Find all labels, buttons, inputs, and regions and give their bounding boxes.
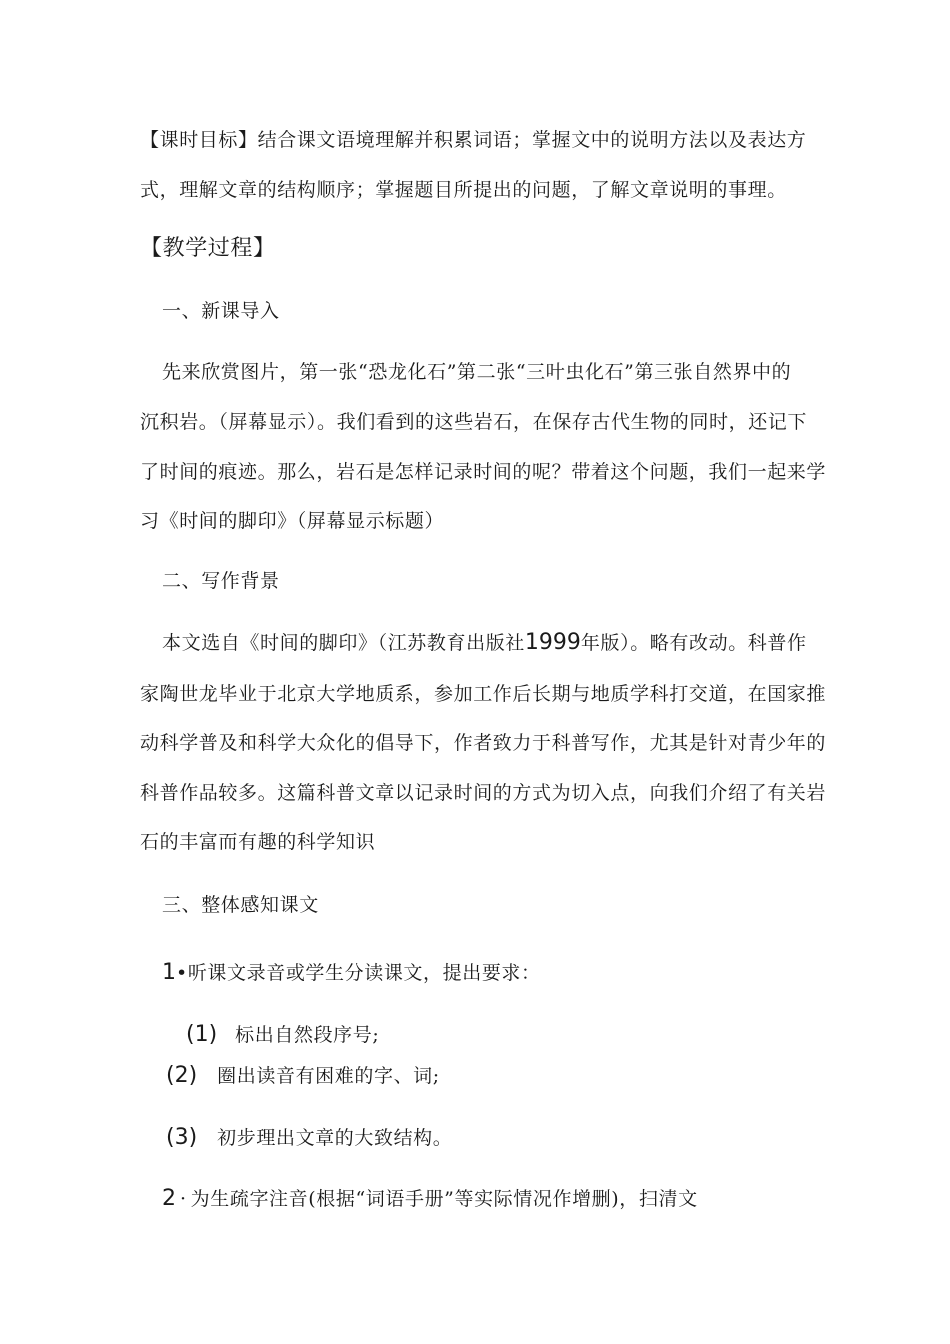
section-2-line-4: 科普作品较多。这篇科普文章以记录时间的方式为切入点，向我们介绍了有关岩	[140, 782, 827, 804]
requirement-2-text: 圈出读音有困难的字、词;	[217, 1065, 440, 1087]
requirement-2-number: (2)	[166, 1063, 198, 1088]
requirement-3	[166, 1125, 452, 1151]
step-2-text: 为生疏字注音(根据“词语手册”等实际情况作增删)，扫清文	[190, 1188, 698, 1210]
section-2-line-1-end: 年版）。略有改动。科普作	[580, 632, 807, 654]
requirement-2	[166, 1063, 440, 1089]
lesson-goal-line-1: 【课时目标】结合课文语境理解并积累词语；掌握文中的说明方法以及表达方	[140, 129, 807, 151]
section-1-line-1: 先来欣赏图片，第一张“恐龙化石”第二张“三叶虫化石”第三张自然界中的	[162, 361, 792, 383]
lesson-goal-line-2: 式，理解文章的结构顺序；掌握题目所提出的问题，了解文章说明的事理。	[140, 179, 787, 201]
requirement-3-number: (3)	[166, 1125, 198, 1150]
section-1-heading: 一、新课导入	[162, 300, 280, 322]
step-2	[162, 1186, 698, 1212]
requirement-1	[186, 1022, 379, 1048]
section-1-line-2: 沉积岩。（屏幕显示）。我们看到的这些岩石，在保存古代生物的同时，还记下	[140, 411, 808, 433]
requirement-1-text: 标出自然段序号;	[235, 1024, 380, 1046]
step-2-number: 2	[162, 1186, 176, 1211]
section-2-heading: 二、写作背景	[162, 570, 280, 592]
section-2-line-1	[162, 630, 807, 656]
publication-year: 1999	[524, 630, 581, 655]
section-1-line-4: 习《时间的脚印》（屏幕显示标题）	[140, 510, 445, 532]
section-2-line-1-start: 本文选自《时间的脚印》（江苏教育出版社	[162, 632, 525, 654]
section-1-line-3: 了时间的痕迹。那么，岩石是怎样记录时间的呢？带着这个问题，我们一起来学	[140, 461, 827, 483]
section-2-line-2: 家陶世龙毕业于北京大学地质系，参加工作后长期与地质学科打交道，在国家推	[140, 683, 827, 705]
section-3-heading: 三、整体感知课文	[162, 894, 319, 916]
step-2-bullet: ·	[180, 1188, 187, 1210]
requirement-3-text: 初步理出文章的大致结构。	[217, 1127, 453, 1149]
section-2-line-5: 石的丰富而有趣的科学知识	[140, 831, 376, 853]
section-2-line-3: 动科学普及和科学大众化的倡导下，作者致力于科普写作，尤其是针对青少年的	[140, 732, 827, 754]
step-1	[162, 960, 541, 986]
requirement-1-number: (1)	[186, 1022, 218, 1047]
teaching-process-heading: 【教学过程】	[140, 236, 276, 261]
step-1-bullet: •	[176, 962, 188, 984]
step-1-number: 1	[162, 960, 176, 985]
step-1-text: 听课文录音或学生分读课文，提出要求：	[187, 962, 541, 984]
